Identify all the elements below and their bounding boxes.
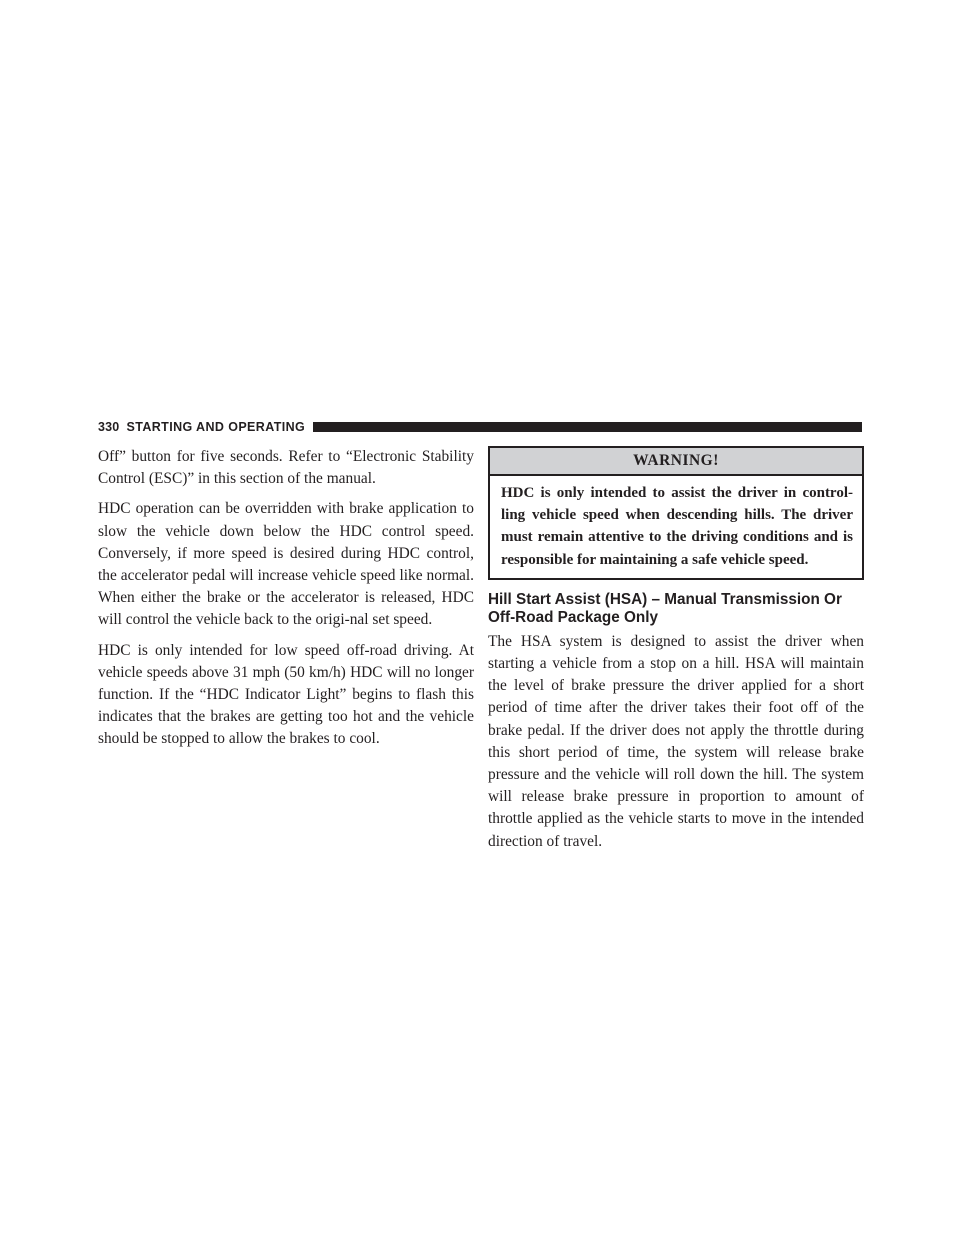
header-rule [313, 422, 862, 432]
page-header [98, 418, 862, 436]
right-column [488, 446, 864, 861]
page-number: 330 [98, 420, 120, 434]
warning-text: HDC is only intended to assist the driver in control-ling vehicle speed when descending hills. The driver must remain attentive to the driving conditions and is responsible for maintaining a safe vehicle speed. [501, 485, 853, 568]
warning-box [488, 446, 864, 580]
paragraph-esc-reference: Off” button for five seconds. Refer to “Electronic Stability Control (ESC)” in this section of the manual. [98, 448, 474, 488]
warning-title: WARNING! [490, 448, 862, 476]
paragraph-hdc-override: HDC operation can be overridden with brake application to slow the vehicle down below the HDC control speed. Conversely, if more speed is desired during HDC control, the accelerator pedal will increase vehicle speed like normal. When either the brake or the accelerator is released, HDC will control the vehicle back to the origi-nal set speed. [98, 500, 474, 629]
left-column [98, 446, 474, 759]
paragraph-hdc-speed-limit: HDC is only intended for low speed off-road driving. At vehicle speeds above 31 mph (50 km/h) HDC will no longer function. If the “HDC Indicator Light” begins to flash this indicates that the brakes are getting too hot and the vehicle should be stopped to allow the brakes to cool. [98, 641, 474, 748]
section-title: STARTING AND OPERATING [126, 420, 306, 434]
section-subheading-hsa: Hill Start Assist (HSA) – Manual Transmission Or Off-Road Package Only [488, 590, 842, 626]
paragraph-hsa-description: The HSA system is designed to assist the driver when starting a vehicle from a stop on a hill. HSA will maintain the level of brake pressure the driver applied for a short period of time after the driver takes their foot off of the brake pedal. If the driver does not apply the throttle during this short period of time, the system will release brake pressure and the vehicle will roll down the hill. The system will release brake pressure in proportion to amount of throttle applied as the vehicle starts to move in the intended direction of travel. [488, 632, 864, 850]
